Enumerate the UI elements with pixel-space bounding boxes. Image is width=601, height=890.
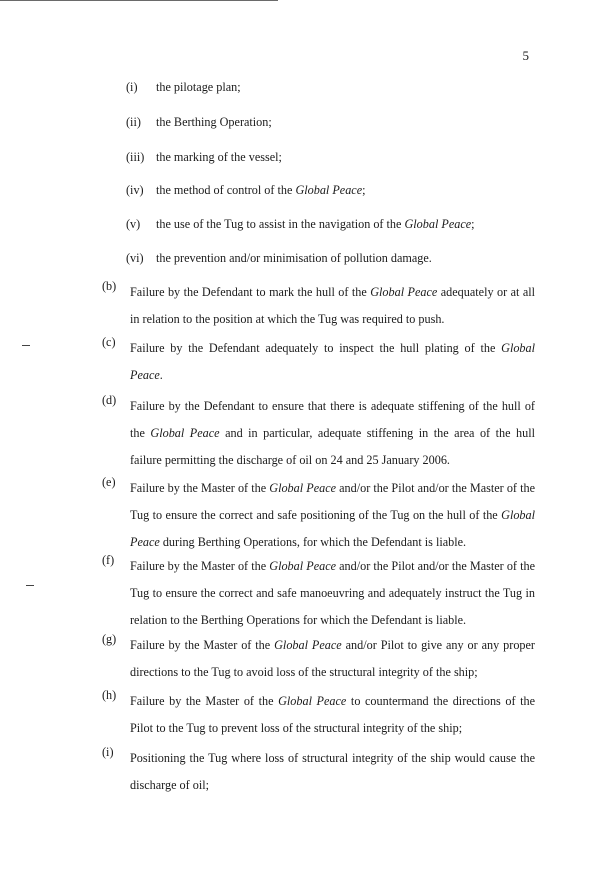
text-segment: during Berthing Operations, for which the Defendant is liable. [159, 535, 467, 549]
sub-item [126, 150, 282, 165]
page-number: 5 [522, 48, 529, 63]
text-segment: the use of the Tug to assist in the navigation of the [156, 217, 405, 231]
item-label: (i) [102, 745, 114, 759]
item-text [130, 279, 535, 333]
sub-item [126, 183, 366, 198]
item-text [130, 553, 535, 634]
list-item [102, 393, 535, 474]
vessel-name: Global Peace [274, 638, 342, 652]
list-item [102, 745, 535, 799]
text-segment: Failure by the Master of the [130, 694, 279, 708]
margin-mark [26, 585, 34, 586]
item-label: (d) [102, 393, 117, 407]
top-rule [0, 0, 278, 1]
item-text [130, 475, 535, 556]
list-item [102, 475, 535, 556]
text-segment: adequately or at all in relation to the position at which the Tug was required to push. [130, 285, 536, 326]
sub-item-text [156, 217, 475, 231]
text-segment: the pilotage plan; [156, 80, 241, 94]
sub-item-text [156, 251, 432, 265]
item-text [130, 688, 535, 742]
text-segment: Failure by the Master of the [130, 638, 275, 652]
sub-item-label: (iii) [126, 150, 145, 164]
text-segment: and/or Pilot to give any or any proper directions to the Tug to avoid loss of the structural integrity of the ship; [130, 638, 535, 679]
text-segment: Failure by the Master of the [130, 559, 270, 573]
text-segment: the prevention and/or minimisation of pollution damage. [156, 251, 432, 265]
item-label: (f) [102, 553, 115, 567]
sub-item-label: (ii) [126, 115, 141, 129]
margin-mark [22, 345, 30, 346]
list-item [102, 688, 535, 742]
vessel-name: Global Peace [370, 285, 438, 299]
vessel-name: Global Peace [269, 481, 337, 495]
item-label: (b) [102, 279, 117, 293]
list-item [102, 632, 535, 686]
item-label: (e) [102, 475, 116, 489]
item-text [130, 335, 535, 389]
vessel-name: Global Peace [278, 694, 347, 708]
vessel-name: Global Peace [404, 217, 472, 231]
text-segment: ; [362, 183, 366, 197]
item-text [130, 745, 535, 799]
vessel-name: Global Peace [269, 559, 337, 573]
sub-item [126, 251, 432, 266]
text-segment: Failure by the Defendant to ensure that there is adequate stiffening of the hull of the [130, 399, 535, 440]
text-segment: the Berthing Operation; [156, 115, 272, 129]
text-segment: to countermand the directions of the Pilot to the Tug to prevent loss of the structural integrity of the ship; [130, 694, 536, 735]
text-segment: the marking of the vessel; [156, 150, 282, 164]
list-item [102, 553, 535, 634]
vessel-name: Global Peace [130, 508, 535, 549]
text-segment: Failure by the Defendant adequately to inspect the hull plating of the [130, 341, 502, 355]
sub-item-text [156, 115, 272, 129]
text-segment: and in particular, adequate stiffening in the area of the hull failure permitting the discharge of oil on 24 and 25 January 2006. [130, 426, 535, 467]
sub-item [126, 217, 475, 232]
vessel-name: Global Peace [150, 426, 220, 440]
text-segment: ; [471, 217, 475, 231]
text-segment: Failure by the Defendant to mark the hull of the [130, 285, 371, 299]
text-segment: Positioning the Tug where loss of structural integrity of the ship would cause the discharge of oil; [130, 751, 535, 792]
item-label: (h) [102, 688, 117, 702]
text-segment: . [159, 368, 163, 382]
text-segment: Failure by the Master of the [130, 481, 270, 495]
sub-item [126, 80, 241, 95]
sub-item-text [156, 183, 366, 197]
vessel-name: Global Peace [130, 341, 535, 382]
sub-item [126, 115, 272, 130]
vessel-name: Global Peace [295, 183, 363, 197]
sub-item-label: (iv) [126, 183, 144, 197]
text-segment: the method of control of the [156, 183, 296, 197]
sub-item-label: (v) [126, 217, 141, 231]
sub-item-text [156, 150, 282, 164]
item-text [130, 632, 535, 686]
item-text [130, 393, 535, 474]
sub-item-label: (i) [126, 80, 138, 94]
item-label: (g) [102, 632, 117, 646]
text-segment: and/or the Pilot and/or the Master of the Tug to ensure the correct and safe positioning of the Tug on the hull of the [130, 481, 536, 522]
sub-item-label: (vi) [126, 251, 144, 265]
list-item [102, 279, 535, 333]
text-segment: and/or the Pilot and/or the Master of the Tug to ensure the correct and safe manoeuvring and adequately instruct the Tug in relation to the Berthing Operations for which the Defendant is liable. [130, 559, 536, 627]
item-label: (c) [102, 335, 116, 349]
list-item [102, 335, 535, 389]
sub-item-text [156, 80, 241, 94]
